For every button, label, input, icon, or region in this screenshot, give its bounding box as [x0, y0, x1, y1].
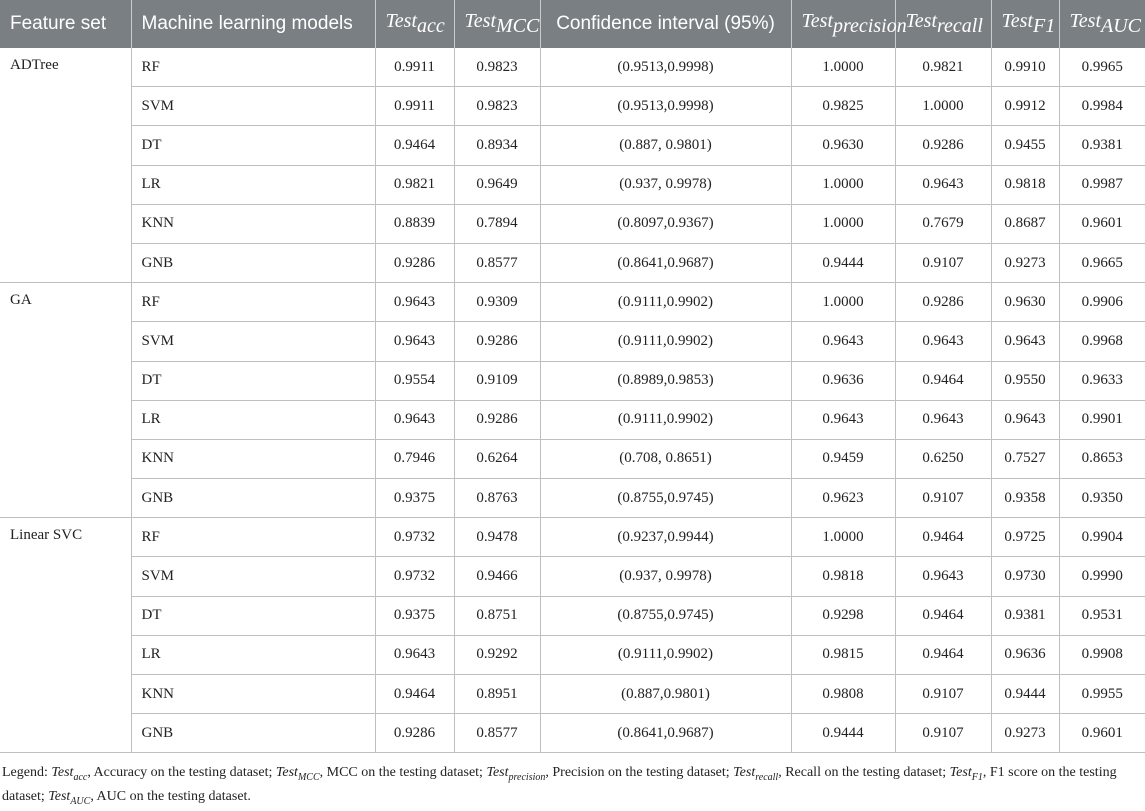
precision-cell: 0.9623 [791, 479, 895, 518]
legend-item [733, 765, 950, 784]
precision-cell: 0.9643 [791, 322, 895, 361]
f1-cell: 0.9550 [991, 361, 1059, 400]
header-row [0, 0, 1145, 48]
recall-cell: 0.6250 [895, 439, 991, 478]
mcc-cell: 0.8951 [454, 675, 540, 714]
legend-term: Test [949, 765, 972, 781]
recall-cell: 0.9643 [895, 322, 991, 361]
table-row [0, 322, 1145, 361]
mcc-cell: 0.9823 [454, 87, 540, 126]
f1-cell: 0.9358 [991, 479, 1059, 518]
recall-cell: 0.9286 [895, 126, 991, 165]
precision-cell: 0.9808 [791, 675, 895, 714]
mcc-cell: 0.8934 [454, 126, 540, 165]
precision-cell: 1.0000 [791, 165, 895, 204]
recall-cell: 0.9643 [895, 165, 991, 204]
header-precision: Test$_{precision}$ [791, 0, 895, 48]
acc-cell: 0.9643 [375, 322, 454, 361]
precision-cell: 1.0000 [791, 518, 895, 557]
legend-desc: , F1 score on the testing dataset; [2, 765, 1117, 805]
acc-cell: 0.9464 [375, 675, 454, 714]
ci-cell: (0.9111,0.9902) [540, 322, 791, 361]
table-row [0, 714, 1145, 753]
recall-cell: 0.9643 [895, 400, 991, 439]
model-cell: RF [131, 518, 375, 557]
f1-cell: 0.9730 [991, 557, 1059, 596]
precision-cell: 1.0000 [791, 283, 895, 322]
table-row [0, 48, 1145, 87]
ci-cell: (0.8097,0.9367) [540, 204, 791, 243]
ci-cell: (0.8755,0.9745) [540, 479, 791, 518]
f1-cell: 0.9381 [991, 596, 1059, 635]
ci-cell: (0.9513,0.9998) [540, 48, 791, 87]
acc-cell: 0.9464 [375, 126, 454, 165]
auc-cell: 0.9601 [1059, 714, 1145, 753]
mcc-cell: 0.9286 [454, 322, 540, 361]
header-feature-set: Feature set [0, 0, 131, 48]
ci-cell: (0.8755,0.9745) [540, 596, 791, 635]
recall-cell: 0.9464 [895, 518, 991, 557]
precision-cell: 0.9444 [791, 714, 895, 753]
mcc-cell: 0.9309 [454, 283, 540, 322]
precision-cell: 0.9825 [791, 87, 895, 126]
auc-cell: 0.9601 [1059, 204, 1145, 243]
legend-term-sub: MCC [297, 772, 320, 784]
mcc-cell: 0.9478 [454, 518, 540, 557]
precision-cell: 0.9444 [791, 243, 895, 282]
auc-cell: 0.9665 [1059, 243, 1145, 282]
recall-cell: 0.9464 [895, 361, 991, 400]
recall-cell: 0.9643 [895, 557, 991, 596]
ci-cell: (0.8641,0.9687) [540, 243, 791, 282]
mcc-cell: 0.8577 [454, 714, 540, 753]
legend-desc: , Accuracy on the testing dataset; [87, 765, 276, 781]
legend-term-sub: recall [755, 772, 779, 784]
table-row [0, 518, 1145, 557]
acc-cell: 0.9375 [375, 596, 454, 635]
f1-cell: 0.9725 [991, 518, 1059, 557]
precision-cell: 0.9815 [791, 635, 895, 674]
mcc-cell: 0.9823 [454, 48, 540, 87]
ci-cell: (0.937, 0.9978) [540, 165, 791, 204]
legend-prefix: Legend: [2, 765, 52, 781]
auc-cell: 0.9901 [1059, 400, 1145, 439]
ci-cell: (0.9237,0.9944) [540, 518, 791, 557]
legend-item [51, 765, 276, 784]
acc-cell: 0.9911 [375, 48, 454, 87]
precision-cell: 0.9636 [791, 361, 895, 400]
recall-cell: 0.9464 [895, 596, 991, 635]
auc-cell: 0.9990 [1059, 557, 1145, 596]
model-cell: SVM [131, 557, 375, 596]
acc-cell: 0.9821 [375, 165, 454, 204]
f1-cell: 0.8687 [991, 204, 1059, 243]
precision-cell: 0.9459 [791, 439, 895, 478]
table-row [0, 439, 1145, 478]
model-cell: LR [131, 400, 375, 439]
mcc-cell: 0.9649 [454, 165, 540, 204]
model-cell: KNN [131, 675, 375, 714]
legend-term: Test [275, 765, 298, 781]
acc-cell: 0.9286 [375, 243, 454, 282]
mcc-cell: 0.7894 [454, 204, 540, 243]
table-row [0, 87, 1145, 126]
acc-cell: 0.9911 [375, 87, 454, 126]
legend-desc: , MCC on the testing dataset; [319, 765, 487, 781]
acc-cell: 0.9286 [375, 714, 454, 753]
acc-cell: 0.7946 [375, 439, 454, 478]
feature-set-cell: ADTree [0, 48, 131, 283]
legend-desc: , Precision on the testing dataset; [545, 765, 734, 781]
legend-term-sub: F1 [971, 772, 983, 784]
recall-cell: 0.9464 [895, 635, 991, 674]
model-cell: GNB [131, 714, 375, 753]
recall-cell: 0.9286 [895, 283, 991, 322]
table-legend [0, 753, 1145, 811]
f1-cell: 0.9273 [991, 243, 1059, 282]
legend-term-sub: precision [508, 772, 546, 784]
table-row [0, 479, 1145, 518]
header-mcc: Test$_{MCC}$ [454, 0, 540, 48]
legend-term: Test [51, 765, 74, 781]
acc-cell: 0.9732 [375, 518, 454, 557]
auc-cell: 0.9987 [1059, 165, 1145, 204]
model-cell: DT [131, 361, 375, 400]
model-cell: SVM [131, 87, 375, 126]
f1-cell: 0.9910 [991, 48, 1059, 87]
table-row [0, 635, 1145, 674]
auc-cell: 0.9633 [1059, 361, 1145, 400]
auc-cell: 0.9906 [1059, 283, 1145, 322]
model-cell: KNN [131, 204, 375, 243]
mcc-cell: 0.8751 [454, 596, 540, 635]
auc-cell: 0.8653 [1059, 439, 1145, 478]
header-acc: Test$_{acc}$ [375, 0, 454, 48]
precision-cell: 1.0000 [791, 204, 895, 243]
f1-cell: 0.9636 [991, 635, 1059, 674]
legend-item [275, 765, 487, 784]
legend-item [486, 765, 734, 784]
auc-cell: 0.9381 [1059, 126, 1145, 165]
auc-cell: 0.9968 [1059, 322, 1145, 361]
auc-cell: 0.9904 [1059, 518, 1145, 557]
auc-cell: 0.9531 [1059, 596, 1145, 635]
mcc-cell: 0.9286 [454, 400, 540, 439]
ci-cell: (0.9513,0.9998) [540, 87, 791, 126]
model-cell: SVM [131, 322, 375, 361]
table-row [0, 675, 1145, 714]
recall-cell: 1.0000 [895, 87, 991, 126]
model-cell: KNN [131, 439, 375, 478]
mcc-cell: 0.6264 [454, 439, 540, 478]
legend-desc: , AUC on the testing dataset. [90, 789, 251, 805]
model-cell: RF [131, 48, 375, 87]
auc-cell: 0.9965 [1059, 48, 1145, 87]
mcc-cell: 0.8577 [454, 243, 540, 282]
legend-item [48, 789, 251, 807]
ci-cell: (0.8989,0.9853) [540, 361, 791, 400]
mcc-cell: 0.9292 [454, 635, 540, 674]
f1-cell: 0.9444 [991, 675, 1059, 714]
legend-term: Test [48, 789, 71, 805]
header-confidence-interval: Confidence interval (95%) [540, 0, 791, 48]
acc-cell: 0.8839 [375, 204, 454, 243]
table-row [0, 596, 1145, 635]
mcc-cell: 0.9109 [454, 361, 540, 400]
precision-cell: 0.9818 [791, 557, 895, 596]
f1-cell: 0.9912 [991, 87, 1059, 126]
precision-cell: 1.0000 [791, 48, 895, 87]
model-cell: LR [131, 165, 375, 204]
model-cell: GNB [131, 479, 375, 518]
table-row [0, 557, 1145, 596]
model-cell: DT [131, 596, 375, 635]
ci-cell: (0.708, 0.8651) [540, 439, 791, 478]
table-row [0, 243, 1145, 282]
model-cell: GNB [131, 243, 375, 282]
f1-cell: 0.9630 [991, 283, 1059, 322]
ci-cell: (0.9111,0.9902) [540, 635, 791, 674]
recall-cell: 0.9107 [895, 675, 991, 714]
legend-desc: , Recall on the testing dataset; [778, 765, 950, 781]
ci-cell: (0.887,0.9801) [540, 675, 791, 714]
table-row [0, 204, 1145, 243]
auc-cell: 0.9955 [1059, 675, 1145, 714]
ci-cell: (0.9111,0.9902) [540, 283, 791, 322]
precision-cell: 0.9630 [791, 126, 895, 165]
table-row [0, 165, 1145, 204]
acc-cell: 0.9643 [375, 635, 454, 674]
f1-cell: 0.9455 [991, 126, 1059, 165]
auc-cell: 0.9984 [1059, 87, 1145, 126]
acc-cell: 0.9554 [375, 361, 454, 400]
recall-cell: 0.9107 [895, 243, 991, 282]
legend-term-sub: AUC [70, 795, 91, 807]
mcc-cell: 0.8763 [454, 479, 540, 518]
ci-cell: (0.937, 0.9978) [540, 557, 791, 596]
ci-cell: (0.887, 0.9801) [540, 126, 791, 165]
ci-cell: (0.8641,0.9687) [540, 714, 791, 753]
acc-cell: 0.9375 [375, 479, 454, 518]
auc-cell: 0.9908 [1059, 635, 1145, 674]
table-row [0, 283, 1145, 322]
feature-set-cell: GA [0, 283, 131, 518]
acc-cell: 0.9643 [375, 283, 454, 322]
table-row [0, 400, 1145, 439]
recall-cell: 0.9821 [895, 48, 991, 87]
table-body [0, 48, 1145, 753]
header-auc: Test$_{AUC}$ [1059, 0, 1145, 48]
table-row [0, 361, 1145, 400]
f1-cell: 0.7527 [991, 439, 1059, 478]
header-recall: Test$_{recall}$ [895, 0, 991, 48]
recall-cell: 0.7679 [895, 204, 991, 243]
legend-term: Test [733, 765, 756, 781]
table-row [0, 126, 1145, 165]
f1-cell: 0.9273 [991, 714, 1059, 753]
acc-cell: 0.9732 [375, 557, 454, 596]
precision-cell: 0.9298 [791, 596, 895, 635]
recall-cell: 0.9107 [895, 479, 991, 518]
precision-cell: 0.9643 [791, 400, 895, 439]
legend-term: Test [486, 765, 509, 781]
f1-cell: 0.9818 [991, 165, 1059, 204]
f1-cell: 0.9643 [991, 400, 1059, 439]
model-cell: LR [131, 635, 375, 674]
mcc-cell: 0.9466 [454, 557, 540, 596]
model-cell: RF [131, 283, 375, 322]
feature-set-cell: Linear SVC [0, 518, 131, 753]
header-f1: Test$_{F1}$ [991, 0, 1059, 48]
ci-cell: (0.9111,0.9902) [540, 400, 791, 439]
recall-cell: 0.9107 [895, 714, 991, 753]
model-cell: DT [131, 126, 375, 165]
header-models: Machine learning models [131, 0, 375, 48]
legend-term-sub: acc [73, 772, 88, 784]
auc-cell: 0.9350 [1059, 479, 1145, 518]
f1-cell: 0.9643 [991, 322, 1059, 361]
acc-cell: 0.9643 [375, 400, 454, 439]
